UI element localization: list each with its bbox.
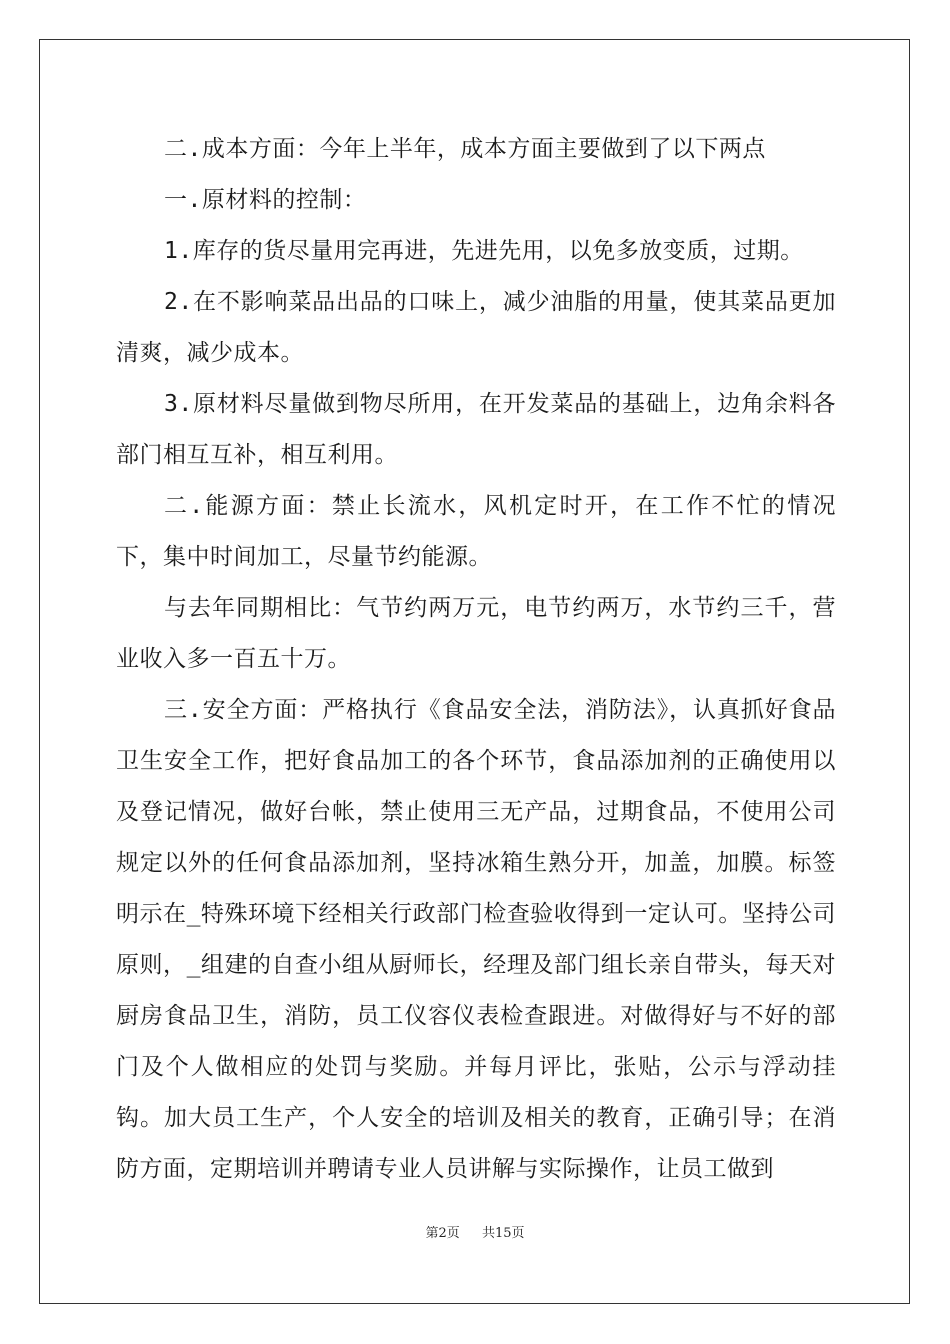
paragraph: 一.原材料的控制： <box>164 187 367 213</box>
paragraph: 三.安全方面：严格执行《食品安全法，消防法》，认真抓好食品卫生安全工作，把好食品加工的各个环节，食品添加剂的正确使用以及登记情况，做好台帐，禁止使用三无产品，过期食品，不使用公司规定以外的任何食品添加剂，坚持冰箱生熟分开，加盖，加膜。标签明示在_特殊环境下经相关行政部门检查验收得到一定认可。坚持公司原则，_组建的自查小组从厨师长，经理及部门组长亲自带头，每天对厨房食品卫生，消防，员工仪容仪表检查跟进。对做得好与不好的部门及个人做相应的处罚与奖励。并每月评比，张贴，公示与浮动挂钩。加大员工生产，个人安全的培训及相关的教育，正确引导；在消防方面，定期培训并聘请专业人员讲解与实际操作，让员工做到 <box>116 697 836 1182</box>
page-total: 共15页 <box>482 1226 525 1241</box>
page-number: 第2页 <box>425 1226 460 1241</box>
paragraph: 3.原材料尽量做到物尽所用，在开发菜品的基础上，边角余料各部门相互互补，相互利用。 <box>116 391 836 468</box>
paragraph: 二.成本方面：今年上半年，成本方面主要做到了以下两点 <box>164 136 766 162</box>
paragraph: 1.库存的货尽量用完再进，先进先用，以免多放变质，过期。 <box>164 238 804 264</box>
paragraph: 二.能源方面：禁止长流水，风机定时开，在工作不忙的情况下，集中时间加工，尽量节约能源。 <box>116 493 836 570</box>
paragraph: 2.在不影响菜品出品的口味上，减少油脂的用量，使其菜品更加清爽，减少成本。 <box>116 289 836 366</box>
paragraph: 与去年同期相比：气节约两万元，电节约两万，水节约三千，营业收入多一百五十万。 <box>116 595 836 672</box>
page-footer <box>0 1222 950 1241</box>
document-body <box>116 124 836 1195</box>
